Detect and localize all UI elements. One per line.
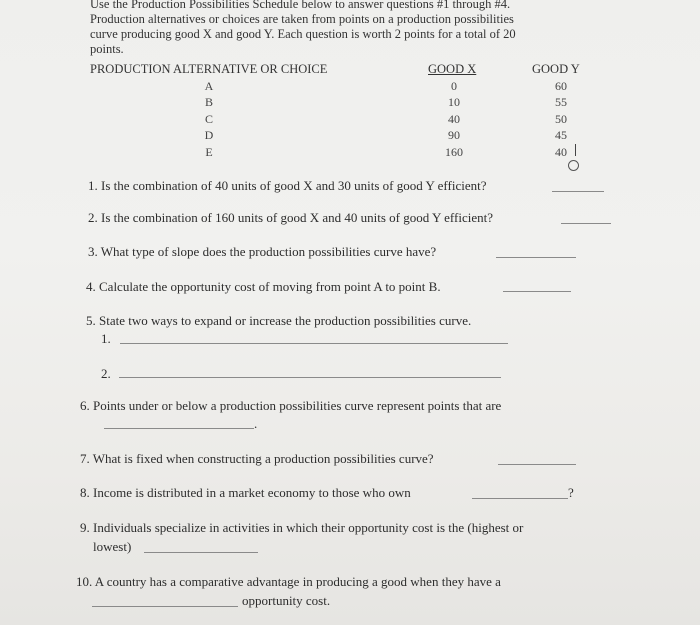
answer-blank-5-2[interactable] xyxy=(119,377,501,378)
question-9-line-2: lowest) xyxy=(93,539,132,554)
row-d-alternative: D xyxy=(204,128,214,142)
instructions-line-1: Use the Production Possibilities Schedule below to answer questions #1 through #4. xyxy=(90,0,511,11)
row-d-good-x: 90 xyxy=(448,128,460,142)
instructions-line-2: Production alternatives or choices are taken from points on a production possibilities xyxy=(90,12,514,26)
row-a-alternative: A xyxy=(204,79,214,93)
answer-blank-4[interactable] xyxy=(503,291,571,292)
header-good-y: GOOD Y xyxy=(532,62,580,76)
answer-blank-10[interactable] xyxy=(92,606,238,607)
question-6-period: . xyxy=(254,416,258,431)
row-a-good-x: 0 xyxy=(451,79,457,93)
question-10-line-1: 10. A country has a comparative advantage in producing a good when they have a xyxy=(76,574,501,589)
row-c-alternative: C xyxy=(204,112,213,126)
row-c-good-x: 40 xyxy=(448,112,460,126)
answer-blank-2[interactable] xyxy=(561,223,611,224)
question-1: 1. Is the combination of 40 units of good X and 30 units of good Y efficient? xyxy=(88,178,487,193)
row-b-good-x: 10 xyxy=(448,95,460,109)
row-b-alternative: B xyxy=(204,95,213,109)
question-8-question-mark: ? xyxy=(568,485,574,500)
question-4: 4. Calculate the opportunity cost of moving from point A to point B. xyxy=(86,279,441,294)
row-a-good-y: 60 xyxy=(555,79,567,93)
question-8: 8. Income is distributed in a market economy to those who own xyxy=(80,485,411,500)
row-c-good-y: 50 xyxy=(555,112,567,126)
instructions-line-4: points. xyxy=(90,42,124,56)
question-6: 6. Points under or below a production possibilities curve represent points that are xyxy=(80,398,502,413)
answer-blank-6[interactable] xyxy=(104,428,254,429)
row-e-alternative: E xyxy=(205,145,213,159)
question-10-line-2: opportunity cost. xyxy=(242,593,331,608)
answer-blank-5-1[interactable] xyxy=(120,343,508,344)
question-9-line-1: 9. Individuals specialize in activities in which their opportunity cost is the (highest or xyxy=(80,520,524,535)
answer-blank-3[interactable] xyxy=(496,257,576,258)
row-e-good-x: 160 xyxy=(445,145,463,159)
header-good-x: GOOD X xyxy=(428,62,477,76)
answer-blank-1[interactable] xyxy=(552,191,604,192)
circle-mark-icon xyxy=(568,160,579,171)
question-3: 3. What type of slope does the production possibilities curve have? xyxy=(88,244,437,259)
question-7: 7. What is fixed when constructing a production possibilities curve? xyxy=(80,451,434,466)
question-5-item-1-label: 1. xyxy=(101,331,111,346)
row-e-good-y: 40 xyxy=(555,145,567,159)
header-production-alternative: PRODUCTION ALTERNATIVE OR CHOICE xyxy=(90,62,328,76)
question-5: 5. State two ways to expand or increase the production possibilities curve. xyxy=(86,313,472,328)
answer-blank-9[interactable] xyxy=(144,552,258,553)
text-cursor xyxy=(575,144,576,156)
answer-blank-8[interactable] xyxy=(472,498,568,499)
row-b-good-y: 55 xyxy=(555,95,567,109)
answer-blank-7[interactable] xyxy=(498,464,576,465)
instructions-line-3: curve producing good X and good Y. Each question is worth 2 points for a total of 20 xyxy=(90,27,516,41)
row-d-good-y: 45 xyxy=(555,128,567,142)
question-2: 2. Is the combination of 160 units of good X and 40 units of good Y efficient? xyxy=(88,210,493,225)
question-5-item-2-label: 2. xyxy=(101,366,111,381)
